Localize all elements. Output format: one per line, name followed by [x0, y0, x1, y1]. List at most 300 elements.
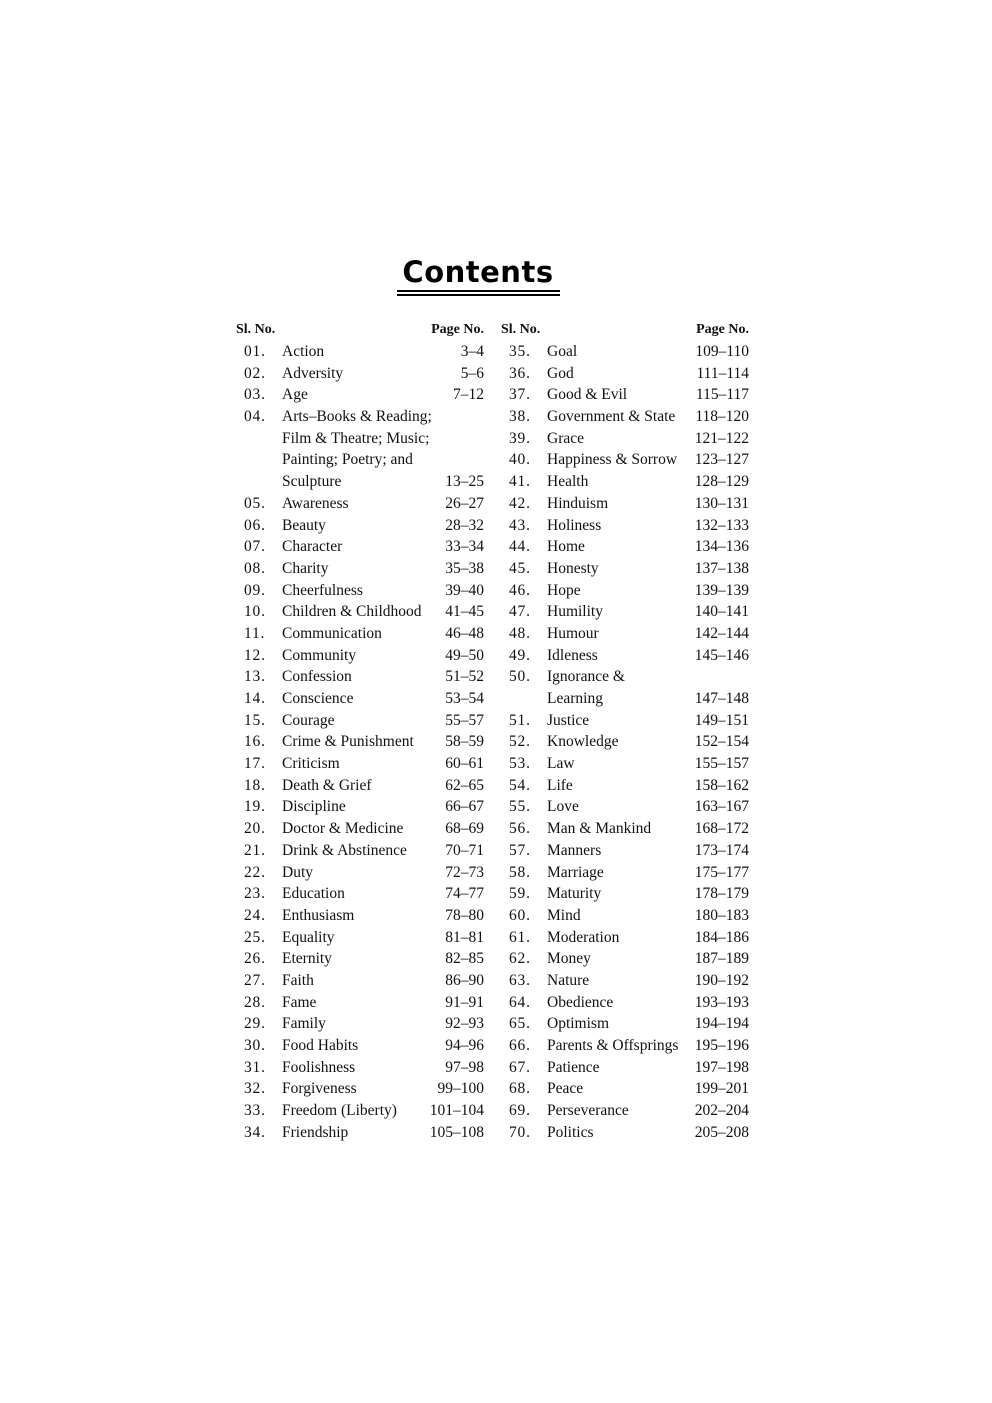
- entry-number: 34.: [244, 1123, 266, 1141]
- entry-title: Doctor & Medicine: [282, 820, 404, 838]
- contents-entry: [501, 1013, 749, 1035]
- contents-entry: [236, 645, 484, 667]
- entry-line: [501, 363, 749, 385]
- entry-title: Painting; Poetry; and: [282, 451, 413, 469]
- entry-number: 30.: [244, 1037, 266, 1054]
- entry-line: [501, 753, 749, 775]
- entry-line: [501, 796, 749, 818]
- entry-page-range: 74–77: [445, 885, 484, 903]
- contents-entry: [236, 384, 484, 406]
- contents-entry: [501, 753, 749, 775]
- contents-entry: [501, 493, 749, 515]
- contents-entry: [236, 905, 484, 927]
- contents-entry: [501, 449, 749, 471]
- entry-title: Faith: [282, 971, 314, 989]
- entry-page-range: 92–93: [445, 1015, 484, 1033]
- entry-number: 08.: [244, 559, 266, 577]
- entry-number: 13.: [244, 668, 266, 686]
- entry-title: Knowledge: [547, 733, 619, 751]
- entry-number: 70.: [509, 1123, 531, 1141]
- entry-page-range: 163–167: [694, 798, 749, 816]
- entry-line: [236, 493, 484, 515]
- contents-entry: [501, 796, 749, 818]
- entry-number: 43.: [509, 516, 531, 534]
- entry-page-range: 158–162: [694, 776, 749, 794]
- entry-line: [501, 775, 749, 797]
- entry-number: 24.: [244, 906, 266, 924]
- contents-entries: [501, 341, 749, 1143]
- entry-line: [236, 515, 484, 537]
- entry-line: [236, 1100, 484, 1122]
- entry-title: Justice: [547, 711, 590, 729]
- entry-number: 18.: [244, 776, 266, 794]
- entry-title: Film & Theatre; Music;: [282, 429, 430, 447]
- entry-number: 33.: [244, 1102, 266, 1120]
- entry-title: Health: [547, 473, 589, 491]
- entry-line: [236, 406, 484, 428]
- entry-number: 40.: [509, 451, 531, 469]
- contents-entry: [236, 623, 484, 645]
- entry-line: [501, 948, 749, 970]
- entry-line: [236, 1013, 484, 1035]
- entry-number: 31.: [244, 1058, 266, 1076]
- contents-entry: [236, 1078, 484, 1100]
- entry-title: Government & State: [547, 408, 676, 426]
- entry-line: [236, 775, 484, 797]
- contents-entry: [501, 883, 749, 905]
- contents-entry: [236, 1013, 484, 1035]
- entry-page-range: 197–198: [694, 1058, 749, 1076]
- entry-title: Holiness: [547, 516, 602, 534]
- entry-number: 19.: [244, 798, 266, 816]
- entry-number: 50.: [509, 668, 531, 686]
- entry-number: 20.: [244, 820, 266, 838]
- entry-title: Maturity: [547, 885, 602, 903]
- entry-title: Good & Evil: [547, 386, 628, 404]
- contents-entry: [236, 840, 484, 862]
- entry-page-range: 130–131: [694, 494, 749, 512]
- entry-line: [501, 471, 749, 493]
- entry-page-range: 91–91: [445, 993, 484, 1011]
- entry-line: [501, 558, 749, 580]
- contents-entry: [501, 710, 749, 732]
- entry-line: [501, 536, 749, 558]
- entry-line: [236, 688, 484, 710]
- entry-page-range: 70–71: [445, 841, 484, 859]
- entry-title: Cheerfulness: [282, 581, 363, 599]
- entry-title: Community: [282, 646, 357, 664]
- entry-number: 64.: [509, 993, 531, 1011]
- entry-line: [501, 341, 749, 363]
- entry-title: Moderation: [547, 928, 620, 946]
- entry-title: Arts–Books & Reading;: [282, 408, 432, 426]
- entry-page-range: 35–38: [445, 559, 484, 577]
- entry-line: [236, 449, 484, 471]
- entry-line: [236, 645, 484, 667]
- entry-page-range: 193–193: [694, 993, 749, 1011]
- entry-number: 41.: [509, 473, 531, 491]
- contents-entry: [501, 1078, 749, 1100]
- entry-title: Law: [547, 755, 575, 773]
- entry-line: [236, 753, 484, 775]
- column-header: [236, 319, 484, 341]
- entry-number: 60.: [509, 906, 531, 924]
- entry-page-range: 99–100: [437, 1080, 484, 1098]
- entry-line: [501, 601, 749, 623]
- entry-title: Goal: [547, 343, 578, 360]
- entry-line: [236, 862, 484, 884]
- column-header: [501, 319, 749, 341]
- entry-number: 37.: [509, 386, 531, 404]
- entry-page-range: 118–120: [695, 408, 749, 426]
- entry-line: [501, 1035, 749, 1057]
- entry-line: [236, 1078, 484, 1100]
- entry-page-range: 139–139: [694, 581, 749, 599]
- contents-entry: [236, 862, 484, 884]
- entry-number: 38.: [509, 408, 531, 426]
- entry-title: Awareness: [282, 494, 349, 512]
- entry-line: [236, 1057, 484, 1079]
- entry-title: Discipline: [282, 798, 346, 816]
- contents-entry: [501, 558, 749, 580]
- entry-page-range: 82–85: [445, 950, 484, 968]
- entry-title: Age: [282, 386, 308, 404]
- entry-number: 10.: [244, 603, 266, 621]
- entry-page-range: 199–201: [694, 1080, 749, 1098]
- entry-title: Marriage: [547, 863, 604, 881]
- contents-entry: [236, 927, 484, 949]
- contents-entry: [236, 710, 484, 732]
- contents-entry: [236, 818, 484, 840]
- entry-number: 42.: [509, 494, 531, 512]
- contents-entry: [501, 623, 749, 645]
- entry-title: Forgiveness: [282, 1080, 357, 1098]
- entry-number: 66.: [509, 1037, 531, 1054]
- entry-title: Conscience: [282, 690, 354, 707]
- entry-number: 45.: [509, 559, 531, 577]
- entry-title: Character: [282, 538, 343, 556]
- entry-title: Sculpture: [282, 473, 342, 491]
- entry-line: [501, 992, 749, 1014]
- entry-title: Food Habits: [282, 1037, 359, 1054]
- entry-number: 51.: [509, 711, 531, 729]
- contents-entry: [501, 666, 749, 709]
- contents-entry: [236, 688, 484, 710]
- entry-line: [501, 645, 749, 667]
- entry-page-range: 28–32: [445, 516, 484, 534]
- contents-entry: [236, 1122, 484, 1144]
- page-title: Contents: [402, 255, 554, 289]
- contents-entry: [236, 363, 484, 385]
- entry-number: 28.: [244, 993, 266, 1011]
- contents-entry: [501, 515, 749, 537]
- entry-title: Equality: [282, 928, 335, 946]
- contents-entry: [236, 580, 484, 602]
- entry-line: [236, 428, 484, 450]
- entry-number: 69.: [509, 1102, 531, 1120]
- entry-page-range: 145–146: [694, 646, 749, 664]
- entry-title: Happiness & Sorrow: [547, 451, 678, 469]
- entry-number: 54.: [509, 776, 531, 794]
- entry-title: Enthusiasm: [282, 906, 355, 924]
- entry-line: [501, 1122, 749, 1144]
- entry-line: [501, 862, 749, 884]
- contents-entry: [501, 363, 749, 385]
- entry-page-range: 111–114: [696, 364, 749, 382]
- entry-page-range: 72–73: [445, 863, 484, 881]
- contents-entry: [236, 558, 484, 580]
- entry-number: 26.: [244, 950, 266, 968]
- contents-entry: [501, 1122, 749, 1144]
- entry-page-range: 78–80: [445, 906, 484, 924]
- entry-page-range: 41–45: [445, 603, 484, 621]
- entry-title: Man & Mankind: [547, 820, 652, 838]
- entry-page-range: 187–189: [694, 950, 749, 968]
- entry-title: Friendship: [282, 1123, 349, 1141]
- entry-line: [501, 666, 749, 688]
- entry-title: Fame: [282, 993, 317, 1011]
- entry-number: 56.: [509, 820, 531, 838]
- entry-title: Adversity: [282, 364, 344, 382]
- contents-entry: [236, 601, 484, 623]
- entry-title: Criticism: [282, 755, 340, 773]
- entry-number: 52.: [509, 733, 531, 751]
- contents-entry: [501, 580, 749, 602]
- entry-number: 01.: [244, 343, 266, 360]
- entry-page-range: 94–96: [445, 1037, 484, 1054]
- entry-page-range: 194–194: [694, 1015, 749, 1033]
- entry-page-range: 115–117: [695, 386, 749, 404]
- entry-line: [501, 731, 749, 753]
- entry-number: 35.: [509, 343, 531, 360]
- entry-page-range: 109–110: [695, 343, 749, 360]
- entry-title: Learning: [547, 690, 603, 707]
- entry-line: [501, 1078, 749, 1100]
- entry-number: 61.: [509, 928, 531, 946]
- contents-entry: [236, 666, 484, 688]
- entry-title: Optimism: [547, 1015, 610, 1033]
- entry-page-range: 68–69: [445, 820, 484, 838]
- entry-line: [236, 601, 484, 623]
- contents-entry: [501, 948, 749, 970]
- entry-line: [236, 970, 484, 992]
- entry-page-range: 184–186: [694, 928, 749, 946]
- entry-page-range: 13–25: [445, 473, 484, 491]
- entry-title: Honesty: [547, 559, 599, 577]
- entry-line: [501, 970, 749, 992]
- entry-line: [236, 471, 484, 493]
- entry-number: 53.: [509, 755, 531, 773]
- contents-entry: [501, 1100, 749, 1122]
- contents-column-right: [501, 319, 749, 1143]
- sl-no-header: Sl. No.: [501, 322, 541, 337]
- contents-entry: [501, 406, 749, 428]
- entry-title: Beauty: [282, 516, 326, 534]
- entry-page-range: 86–90: [445, 971, 484, 989]
- entry-line: [236, 623, 484, 645]
- contents-entry: [501, 471, 749, 493]
- entry-number: 22.: [244, 863, 266, 881]
- entry-line: [236, 341, 484, 363]
- entry-number: 46.: [509, 581, 531, 599]
- entry-line: [236, 1122, 484, 1144]
- entry-number: 03.: [244, 386, 266, 404]
- entry-number: 17.: [244, 755, 266, 773]
- entry-number: 05.: [244, 494, 266, 512]
- entry-number: 06.: [244, 516, 266, 534]
- sl-no-header: Sl. No.: [236, 322, 276, 337]
- entry-number: 36.: [509, 364, 531, 382]
- entry-title: Peace: [547, 1080, 584, 1098]
- contents-entry: [501, 645, 749, 667]
- contents-entry: [501, 601, 749, 623]
- page-no-header: Page No.: [431, 322, 484, 337]
- entry-page-range: 202–204: [694, 1102, 749, 1120]
- entry-title: Hope: [547, 581, 581, 599]
- entry-number: 23.: [244, 885, 266, 903]
- contents-entry: [501, 840, 749, 862]
- entry-number: 49.: [509, 646, 531, 664]
- entry-line: [236, 384, 484, 406]
- contents-entry: [501, 862, 749, 884]
- entry-line: [236, 731, 484, 753]
- entry-number: 57.: [509, 841, 531, 859]
- entry-number: 47.: [509, 603, 531, 621]
- entry-number: 58.: [509, 863, 531, 881]
- entry-title: Nature: [547, 971, 590, 989]
- entry-number: 12.: [244, 646, 266, 664]
- entry-number: 68.: [509, 1080, 531, 1098]
- entry-page-range: 137–138: [694, 559, 749, 577]
- contents-entry: [236, 493, 484, 515]
- entry-page-range: 33–34: [445, 538, 484, 556]
- entry-number: 09.: [244, 581, 266, 599]
- entry-page-range: 58–59: [445, 733, 484, 751]
- entry-line: [501, 927, 749, 949]
- entry-title: Humour: [547, 624, 599, 642]
- entry-page-range: 155–157: [694, 755, 749, 773]
- contents-entry: [236, 515, 484, 537]
- entry-page-range: 128–129: [694, 473, 749, 491]
- entry-title: Manners: [547, 841, 602, 859]
- entry-page-range: 134–136: [694, 538, 749, 556]
- contents-entries: [236, 341, 484, 1143]
- entry-page-range: 168–172: [694, 820, 749, 838]
- entry-title: Life: [547, 776, 573, 794]
- entry-title: Money: [547, 950, 591, 968]
- contents-entry: [501, 905, 749, 927]
- entry-line: [236, 1035, 484, 1057]
- entry-title: Freedom (Liberty): [282, 1102, 397, 1120]
- entry-line: [236, 558, 484, 580]
- entry-title: Education: [282, 885, 345, 903]
- entry-title: Courage: [282, 711, 335, 729]
- entry-title: Death & Grief: [282, 776, 372, 794]
- entry-title: Love: [547, 798, 579, 816]
- entry-number: 44.: [509, 538, 531, 556]
- entry-line: [236, 818, 484, 840]
- entry-line: [501, 428, 749, 450]
- entry-page-range: 5–6: [460, 364, 484, 382]
- entry-page-range: 123–127: [694, 451, 749, 469]
- entry-line: [501, 1013, 749, 1035]
- entry-line: [236, 992, 484, 1014]
- entry-line: [501, 840, 749, 862]
- contents-entry: [236, 1100, 484, 1122]
- entry-title: Foolishness: [282, 1058, 356, 1076]
- contents-entry: [236, 341, 484, 363]
- entry-line: [236, 666, 484, 688]
- entry-title: Humility: [547, 603, 603, 621]
- entry-number: 16.: [244, 733, 266, 751]
- entry-line: [501, 1100, 749, 1122]
- contents-entry: [501, 341, 749, 363]
- entry-number: 39.: [509, 429, 531, 447]
- contents-entry: [501, 384, 749, 406]
- entry-title: Obedience: [547, 993, 614, 1011]
- contents-entry: [236, 753, 484, 775]
- entry-title: Duty: [282, 863, 313, 881]
- entry-number: 65.: [509, 1015, 531, 1033]
- entry-number: 21.: [244, 841, 266, 859]
- entry-page-range: 180–183: [694, 906, 749, 924]
- entry-page-range: 173–174: [694, 841, 749, 859]
- entry-page-range: 149–151: [694, 711, 749, 729]
- entry-line: [236, 948, 484, 970]
- entry-page-range: 66–67: [445, 798, 484, 816]
- contents-entry: [501, 818, 749, 840]
- entry-number: 55.: [509, 798, 531, 816]
- entry-title: Parents & Offsprings: [547, 1037, 679, 1054]
- contents-entry: [236, 731, 484, 753]
- entry-number: 25.: [244, 928, 266, 946]
- page-no-header: Page No.: [696, 322, 749, 337]
- contents-entry: [501, 992, 749, 1014]
- entry-line: [501, 883, 749, 905]
- entry-title: Home: [547, 538, 585, 556]
- entry-page-range: 26–27: [445, 494, 484, 512]
- entry-line: [501, 515, 749, 537]
- entry-title: Hinduism: [547, 494, 609, 512]
- contents-entry: [236, 1035, 484, 1057]
- entry-page-range: 101–104: [429, 1102, 484, 1120]
- entry-page-range: 121–122: [694, 429, 749, 447]
- contents-column-left: [236, 319, 484, 1143]
- entry-line: [501, 449, 749, 471]
- entry-page-range: 49–50: [445, 646, 484, 664]
- entry-line: [236, 363, 484, 385]
- entry-title: Eternity: [282, 950, 332, 968]
- entry-line: [501, 818, 749, 840]
- entry-number: 27.: [244, 971, 266, 989]
- entry-number: 67.: [509, 1058, 531, 1076]
- contents-entry: [501, 731, 749, 753]
- entry-page-range: 205–208: [694, 1123, 749, 1141]
- contents-entry: [236, 992, 484, 1014]
- entry-line: [501, 905, 749, 927]
- entry-number: 07.: [244, 538, 266, 556]
- contents-entry: [501, 775, 749, 797]
- entry-title: God: [547, 364, 574, 382]
- entry-page-range: 7–12: [453, 386, 484, 404]
- entry-number: 15.: [244, 711, 266, 729]
- entry-title: Mind: [547, 906, 581, 924]
- entry-line: [236, 927, 484, 949]
- entry-page-range: 46–48: [445, 624, 484, 642]
- entry-line: [501, 688, 749, 710]
- contents-entry: [236, 536, 484, 558]
- entry-number: 63.: [509, 971, 531, 989]
